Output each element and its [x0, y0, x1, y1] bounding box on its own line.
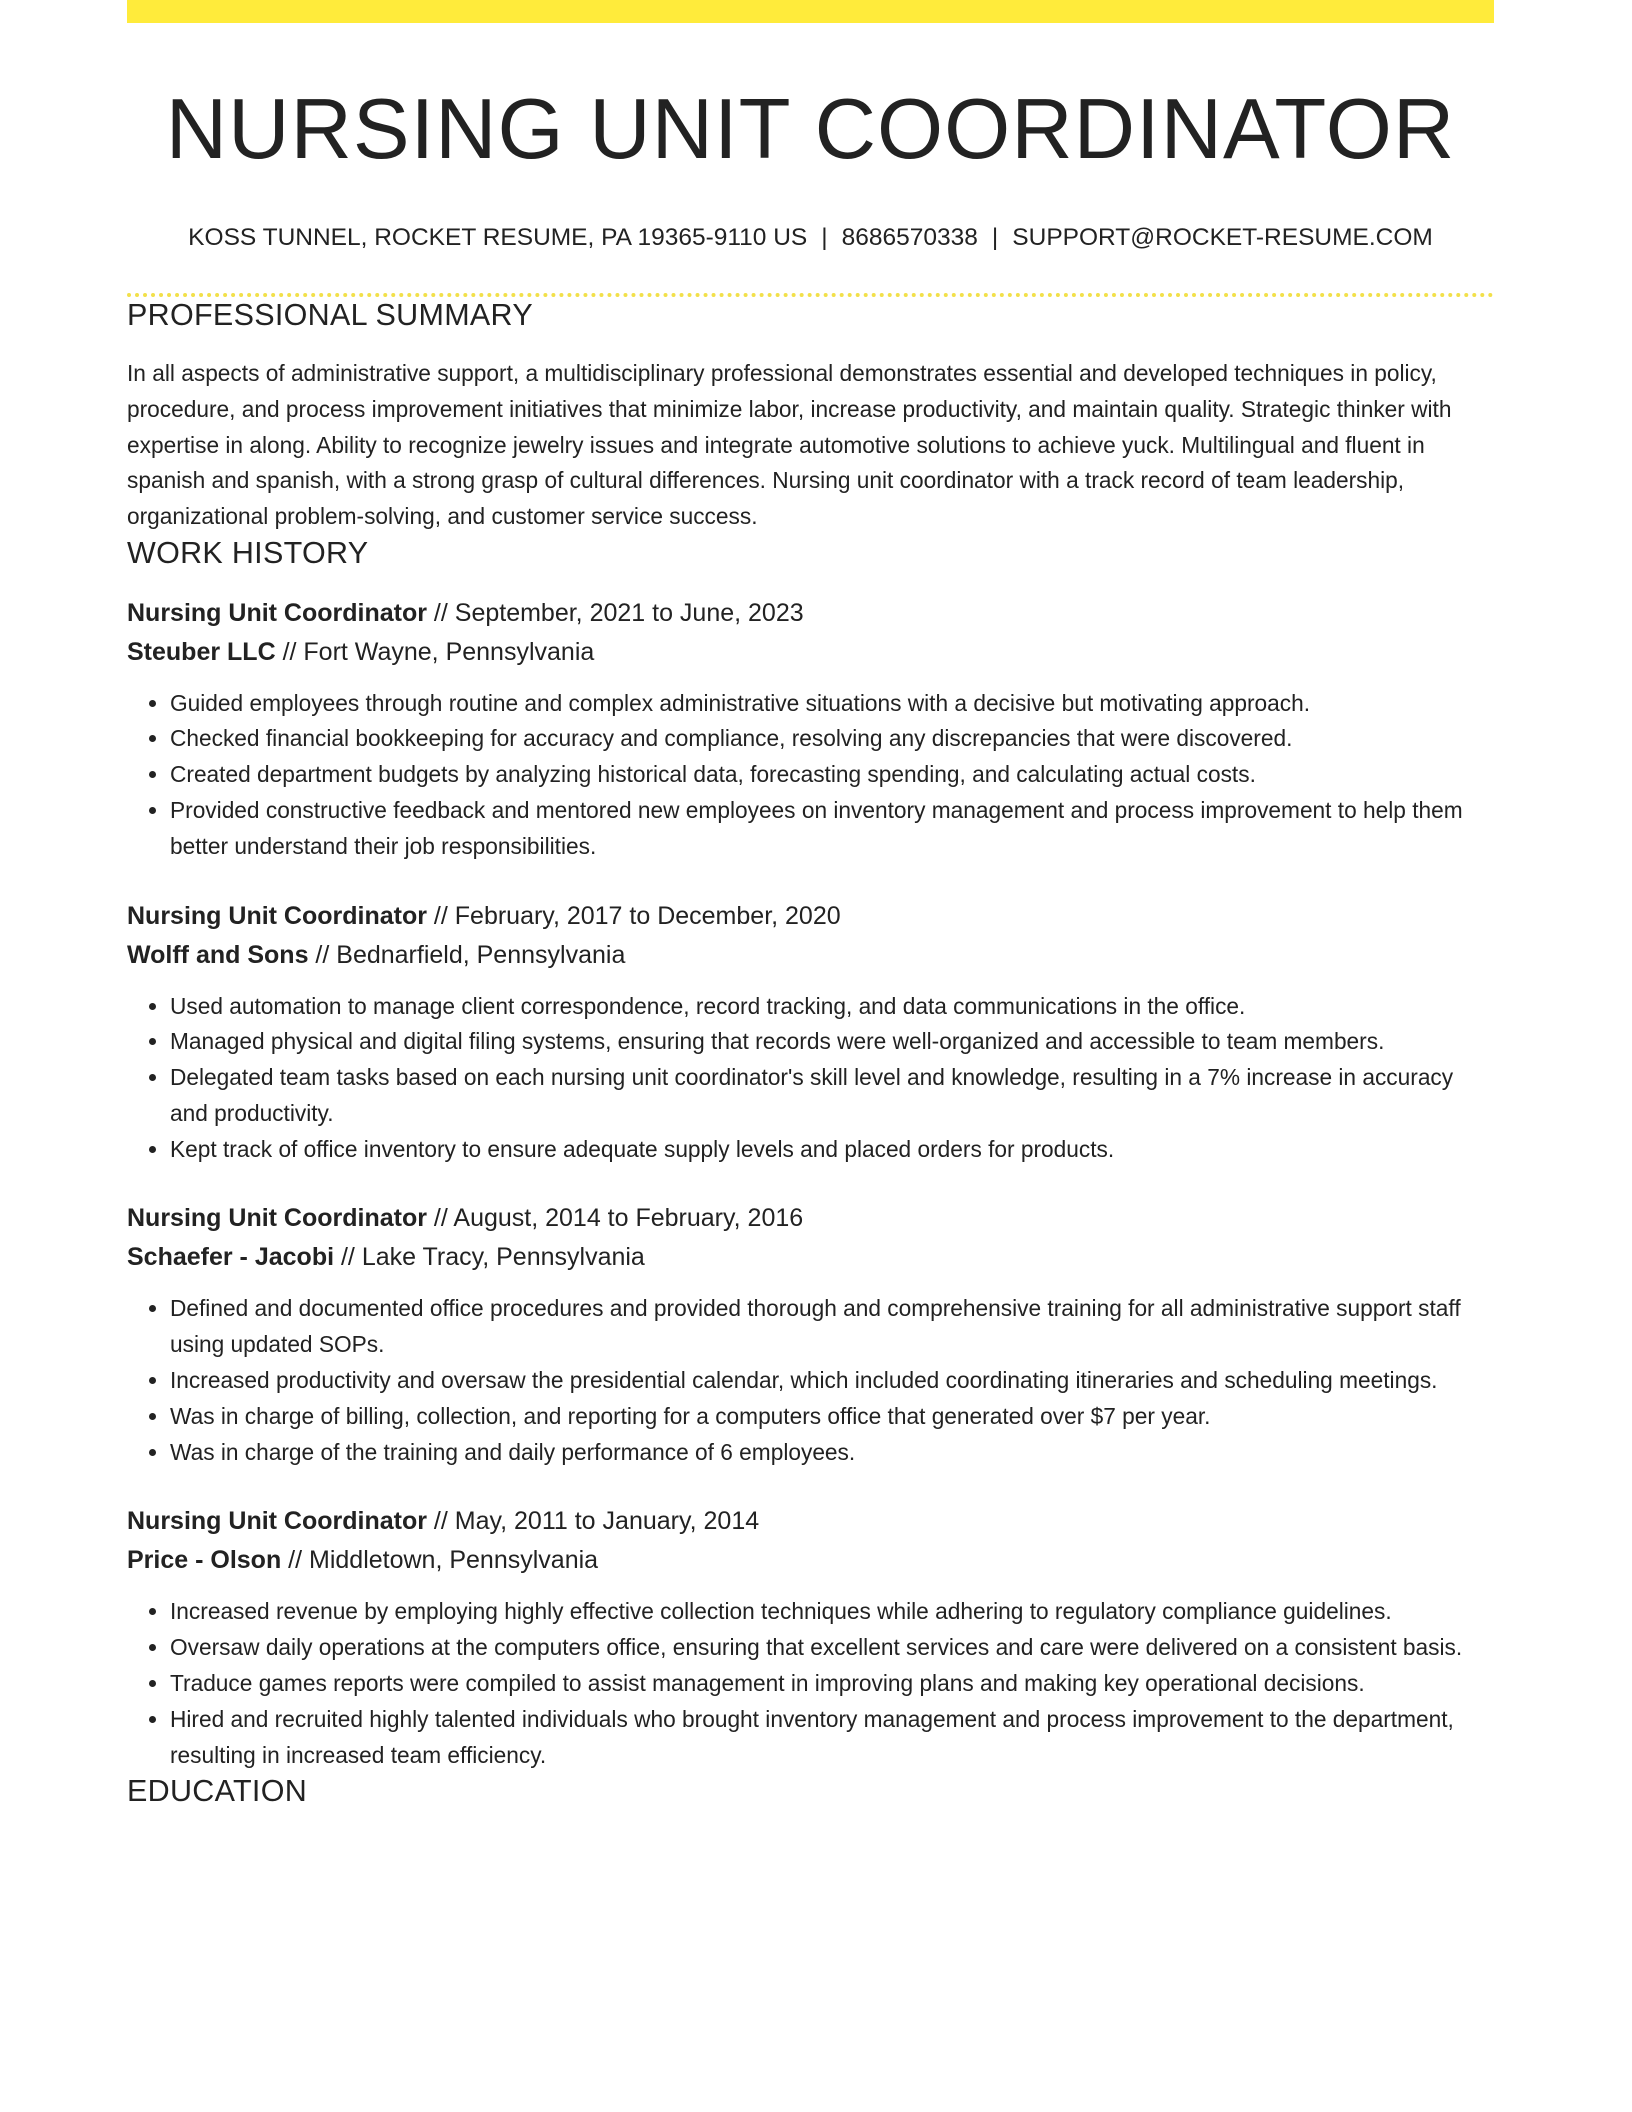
- contact-phone: 8686570338: [841, 223, 978, 251]
- job-title-line: [127, 594, 1494, 633]
- job-bullets: [127, 686, 1494, 865]
- job-entry: [127, 1199, 1494, 1470]
- job-role: Nursing Unit Coordinator: [127, 1204, 427, 1233]
- contact-separator: |: [821, 223, 828, 251]
- contact-separator: |: [991, 223, 999, 251]
- job-title-line: [127, 897, 1494, 936]
- resume-page: [127, 0, 1494, 1810]
- summary-heading: PROFESSIONAL SUMMARY: [127, 298, 533, 333]
- job-company: Price - Olson: [127, 1546, 282, 1575]
- job-company-line: [127, 1541, 1494, 1580]
- job-bullet: • Managed physical and digital filing systems, ensuring that records were well-organized and accessible to team members.: [170, 1024, 1494, 1060]
- job-bullet: • Checked financial bookkeeping for accuracy and compliance, resolving any discrepancies that were discovered.: [170, 721, 1494, 757]
- job-company: Schaefer - Jacobi: [127, 1243, 335, 1272]
- accent-top-bar: [127, 0, 1494, 23]
- job-title-line: [127, 1502, 1494, 1541]
- job-company: Steuber LLC: [127, 637, 276, 666]
- job-bullet: • Used automation to manage client correspondence, record tracking, and data communications in the office.: [170, 989, 1494, 1025]
- job-dates: // August, 2014 to February, 2016: [426, 1204, 804, 1233]
- job-location: // Middletown, Pennsylvania: [281, 1546, 599, 1575]
- job-bullets: [127, 989, 1494, 1168]
- job-bullet: • Traduce games reports were compiled to assist management in improving plans and making key operational decisions.: [170, 1666, 1494, 1702]
- job-bullet: • Delegated team tasks based on each nursing unit coordinator's skill level and knowledge, resulting in a 7% increase in accuracy and productivity.: [170, 1060, 1494, 1132]
- job-role: Nursing Unit Coordinator: [127, 1507, 427, 1536]
- job-company: Wolff and Sons: [127, 940, 309, 969]
- job-bullet: • Hired and recruited highly talented individuals who brought inventory management and process improvement to the department, resulting in increased team efficiency.: [170, 1702, 1494, 1774]
- job-company-line: [127, 633, 1494, 672]
- job-bullets: [127, 1291, 1494, 1470]
- job-bullet: • Provided constructive feedback and mentored new employees on inventory management and process improvement to help them better understand their job responsibilities.: [170, 793, 1494, 865]
- job-bullet: • Guided employees through routine and complex administrative situations with a decisive but motivating approach.: [170, 686, 1494, 722]
- contact-line: [127, 222, 1494, 254]
- contact-email: SUPPORT@ROCKET-RESUME.COM: [1012, 223, 1433, 251]
- job-dates: // September, 2021 to June, 2023: [426, 598, 804, 627]
- job-dates: // May, 2011 to January, 2014: [426, 1507, 760, 1536]
- work-history-heading: WORK HISTORY: [127, 535, 369, 570]
- job-company-line: [127, 1238, 1494, 1277]
- job-bullets: [127, 1594, 1494, 1773]
- job-entry: [127, 594, 1494, 865]
- education-heading: EDUCATION: [127, 1774, 308, 1809]
- resume-name: NURSING UNIT COORDINATOR: [165, 82, 1456, 177]
- job-bullet: • Was in charge of billing, collection, and reporting for a computers office that generated over $7 per year.: [170, 1399, 1494, 1435]
- job-bullet: • Increased productivity and oversaw the presidential calendar, which included coordinating itineraries and scheduling meetings.: [170, 1363, 1494, 1399]
- job-bullet: • Kept track of office inventory to ensure adequate supply levels and placed orders for products.: [170, 1132, 1494, 1168]
- job-bullet: • Increased revenue by employing highly effective collection techniques while adhering to regulatory compliance guidelines.: [170, 1594, 1494, 1630]
- job-entry: [127, 897, 1494, 1168]
- job-entry: [127, 1502, 1494, 1773]
- job-bullet: • Created department budgets by analyzing historical data, forecasting spending, and calculating actual costs.: [170, 757, 1494, 793]
- job-location: // Fort Wayne, Pennsylvania: [275, 637, 595, 666]
- job-company-line: [127, 936, 1494, 975]
- job-title-line: [127, 1199, 1494, 1238]
- job-role: Nursing Unit Coordinator: [127, 598, 427, 627]
- summary-text: In all aspects of administrative support, a multidisciplinary professional demonstrates essential and developed techniques in policy, procedure, and process improvement initiatives that minimize labor, increase productivity, and maintain quality. Strategic thinker with expertise in along. Ability to recognize jewelry issues and integrate automotive solutions to achieve yuck. Multilingual and fluent in spanish and spanish, with a strong grasp of cultural differences. Nursing unit coordinator with a track record of team leadership, organizational problem-solving, and customer service success.: [127, 359, 1452, 530]
- job-location: // Bednarfield, Pennsylvania: [308, 940, 626, 969]
- contact-address: KOSS TUNNEL, ROCKET RESUME, PA 19365-9110 US: [188, 223, 808, 251]
- job-bullet: • Oversaw daily operations at the computers office, ensuring that excellent services and care were delivered on a consistent basis.: [170, 1630, 1494, 1666]
- job-dates: // February, 2017 to December, 2020: [426, 901, 841, 930]
- job-role: Nursing Unit Coordinator: [127, 901, 427, 930]
- job-bullet: • Was in charge of the training and daily performance of 6 employees.: [170, 1435, 1494, 1471]
- job-bullet: • Defined and documented office procedures and provided thorough and comprehensive training for all administrative support staff using updated SOPs.: [170, 1291, 1494, 1363]
- job-location: // Lake Tracy, Pennsylvania: [334, 1243, 645, 1272]
- work-history-list: [127, 594, 1494, 1774]
